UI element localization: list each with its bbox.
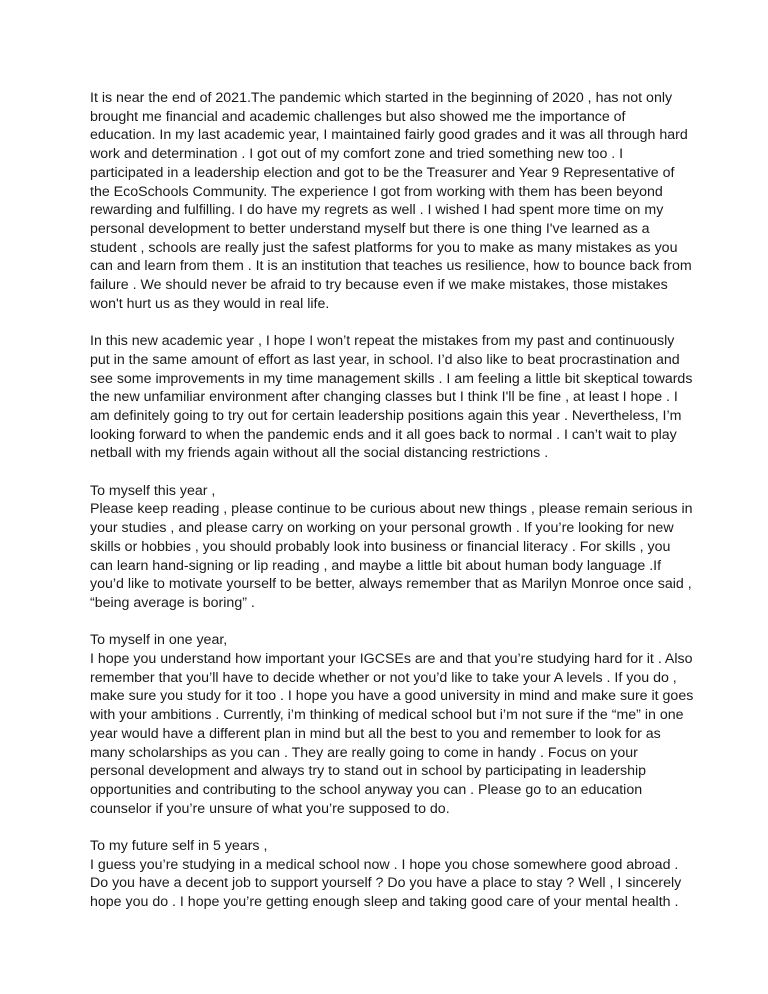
text-line: I guess you’re studying in a medical school now . I hope you chose somewhere good abroad . (90, 856, 679, 873)
text-line: student , schools are really just the safest platforms for you to make as many mistakes as you (90, 239, 678, 256)
text-line: see some improvements in my time management skills . I am feeling a little bit skeptical towards (90, 370, 693, 387)
text-line: many scholarships as you can . They are really going to come in handy . Focus on your (90, 744, 638, 761)
text-line: can learn hand-signing or lip reading , and maybe a little bit about human body language .If (90, 557, 662, 574)
text-line: with your ambitions . Currently, i’m thinking of medical school but i’m not sure if the “me” in one (90, 707, 684, 724)
text-line: your studies , and please carry on working on your personal growth . If you’re looking for new (90, 520, 674, 537)
text-line: Please keep reading , please continue to be curious about new things , please remain serious in (90, 501, 693, 518)
text-line: counselor if you’re unsure of what you’re supposed to do. (90, 800, 450, 817)
text-line: To myself in one year, (90, 632, 228, 649)
paragraph (90, 332, 693, 463)
paragraph (90, 482, 693, 613)
text-line: “being average is boring” . (90, 594, 255, 611)
text-line: personal development and always try to stand out in school by participating in leadership (90, 763, 647, 780)
text-line: opportunities and contributing to the school anyway you can . Please go to an education (90, 781, 643, 798)
text-line: netball with my friends again without all the social distancing restrictions . (90, 445, 549, 462)
text-line: can and learn from them . It is an institution that teaches us resilience, how to bounce back from (90, 258, 692, 275)
text-line: education. In my last academic year, I maintained fairly good grades and it was all through hard (90, 127, 688, 144)
text-line: rewarding and fulfilling. I do have my regrets as well . I wished I had spent more time on my (90, 202, 664, 219)
text-line: make sure you study for it too . I hope you have a good university in mind and make sure it goes (90, 688, 694, 705)
text-line: the EcoSchools Community. The experience I got from working with them has been beyond (90, 183, 663, 200)
text-line: personal development to better understand myself but there is one thing I've learned as a (90, 220, 650, 237)
text-line: year would have a different plan in mind but all the best to you and remember to look for as (90, 725, 661, 742)
paragraph (90, 89, 692, 313)
text-line: hope you do . I hope you’re getting enough sleep and taking good care of your mental health . (90, 894, 679, 911)
text-line: failure . We should never be afraid to try because even if we make mistakes, those mistakes (90, 277, 668, 294)
text-line: Do you have a decent job to support yourself ? Do you have a place to stay ? Well , I sincerely (90, 875, 682, 892)
text-line: remember that you’ll have to decide whether or not you’d like to take your A levels . If you do , (90, 669, 677, 686)
text-line: put in the same amount of effort as last year, in school. I’d also like to beat procrastination and (90, 351, 680, 368)
text-line: skills or hobbies , you should probably look into business or financial literacy . For skills , you (90, 538, 671, 555)
text-line: To myself this year , (90, 482, 216, 499)
text-line: In this new academic year , I hope I won’t repeat the mistakes from my past and continuously (90, 333, 675, 350)
paragraph (90, 631, 694, 818)
text-line: participated in a leadership election and got to be the Treasurer and Year 9 Representative of (90, 164, 675, 181)
text-line: work and determination . I got out of my comfort zone and tried something new too . I (90, 146, 624, 163)
text-line: the new unfamiliar environment after changing classes but I think I'll be fine , at least I hope . I (90, 389, 678, 406)
text-line: I hope you understand how important your IGCSEs are and that you’re studying hard for it . Also (90, 651, 693, 668)
text-line: you’d like to motivate yourself to be better, always remember that as Marilyn Monroe once said , (90, 576, 692, 593)
text-line: brought me financial and academic challenges but also showed me the importance of (90, 108, 626, 125)
text-line: am definitely going to try out for certain leadership positions again this year . Nevertheless, I’m (90, 407, 682, 424)
text-line: It is near the end of 2021.The pandemic which started in the beginning of 2020 , has not only (90, 90, 673, 106)
text-line: To my future self in 5 years , (90, 838, 268, 855)
paragraph (90, 837, 684, 912)
text-line: looking forward to when the pandemic ends and it all goes back to normal . I can’t wait to play (90, 426, 677, 443)
text-line: won't hurt us as they would in real life. (90, 295, 330, 312)
document-page (90, 89, 694, 931)
